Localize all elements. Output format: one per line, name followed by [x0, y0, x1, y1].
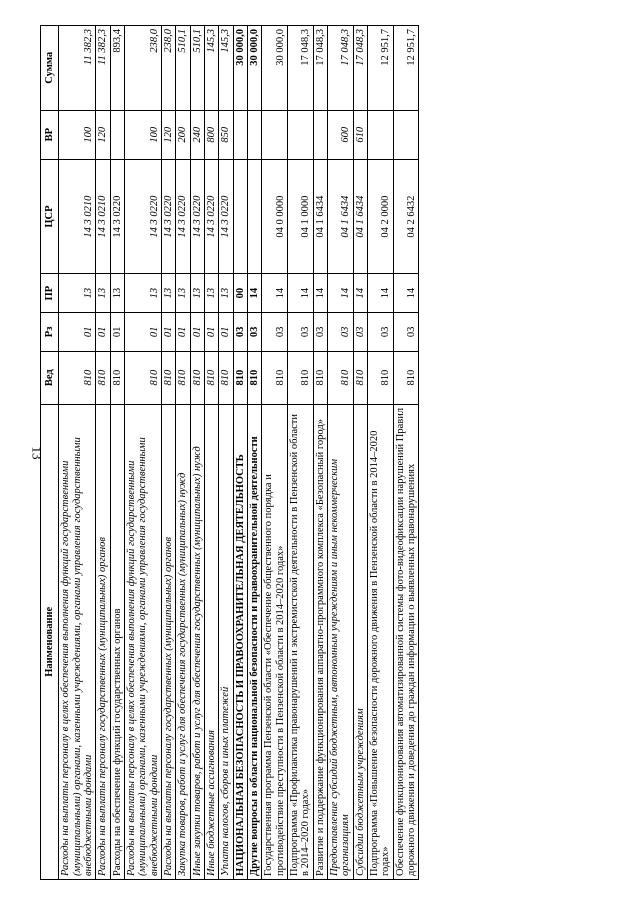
- table-row: [353, 26, 367, 880]
- cell-csr: 04 0 0000: [262, 159, 288, 273]
- cell-ved: 810: [110, 351, 124, 404]
- cell-sum: 30 000,0: [233, 26, 247, 111]
- cell-sum: 145,3: [219, 26, 233, 111]
- cell-ved: 810: [96, 351, 110, 404]
- cell-ved: 810: [287, 351, 313, 404]
- cell-vr: 850: [219, 110, 233, 159]
- page-number: 13: [29, 446, 45, 460]
- cell-ved: 810: [313, 351, 327, 404]
- header-rz: Рз: [41, 313, 59, 352]
- cell-csr: 04 2 0000: [367, 159, 393, 273]
- cell-vr: [313, 110, 327, 159]
- cell-name: Уплата налогов, сборов и иных платежей: [219, 404, 233, 879]
- cell-sum: 238,0: [124, 26, 161, 111]
- cell-sum: 17 048,3: [313, 26, 327, 111]
- cell-csr: 04 1 0000: [287, 159, 313, 273]
- cell-sum: 12 951,7: [367, 26, 393, 111]
- cell-ved: 810: [327, 351, 353, 404]
- cell-pr: 13: [124, 274, 161, 313]
- cell-pr: 14: [327, 274, 353, 313]
- cell-rz: 03: [262, 313, 288, 352]
- cell-rz: 03: [247, 313, 261, 352]
- cell-pr: 13: [176, 274, 190, 313]
- cell-pr: 13: [161, 274, 175, 313]
- cell-csr: [233, 159, 247, 273]
- cell-ved: 810: [233, 351, 247, 404]
- cell-name: Подпрограмма «Профилактика правонарушений и экстремистской деятельности в Пензенской области в 2014–2020 годах»: [287, 404, 313, 879]
- rotated-page: [40, 25, 545, 880]
- cell-name: Другие вопросы в области национальной безопасности и правоохранительной деятельности: [247, 404, 261, 879]
- cell-sum: 510,1: [176, 26, 190, 111]
- cell-csr: 14 3 0220: [110, 159, 124, 273]
- cell-name: Предоставление субсидий бюджетным, автономным учреждениям и иным некоммерческим организациям: [327, 404, 353, 879]
- table-row: [161, 26, 175, 880]
- cell-pr: 14: [262, 274, 288, 313]
- cell-name: Расходы на обеспечение функций государственных органов: [110, 404, 124, 879]
- cell-pr: 00: [233, 274, 247, 313]
- cell-sum: 510,1: [190, 26, 204, 111]
- cell-name: Иные закупки товаров, работ и услуг для обеспечения государственных (муниципальных) нужд: [190, 404, 204, 879]
- cell-pr: 13: [190, 274, 204, 313]
- cell-csr: 14 3 0220: [204, 159, 218, 273]
- table-row: [393, 26, 419, 880]
- cell-vr: [393, 110, 419, 159]
- cell-sum: 11 382,3: [96, 26, 110, 111]
- cell-pr: 13: [96, 274, 110, 313]
- table-row: [110, 26, 124, 880]
- cell-vr: [247, 110, 261, 159]
- table-row: [233, 26, 247, 880]
- cell-pr: 14: [353, 274, 367, 313]
- cell-rz: 01: [124, 313, 161, 352]
- cell-vr: [262, 110, 288, 159]
- cell-rz: 01: [204, 313, 218, 352]
- cell-vr: [233, 110, 247, 159]
- cell-pr: 13: [110, 274, 124, 313]
- header-pr: ПР: [41, 274, 59, 313]
- cell-sum: 11 382,3: [59, 26, 96, 111]
- cell-csr: 14 3 0210: [59, 159, 96, 273]
- cell-sum: 30 000,0: [247, 26, 261, 111]
- cell-ved: 810: [262, 351, 288, 404]
- cell-csr: [247, 159, 261, 273]
- cell-vr: 100: [124, 110, 161, 159]
- cell-csr: 14 3 0220: [219, 159, 233, 273]
- table-row: [262, 26, 288, 880]
- cell-name: Расходы на выплаты персоналу в целях обеспечения выполнения функций государственными (муниципальными) органами, казенными учреждениями, органами управления государственными внебюджетными фондами: [124, 404, 161, 879]
- cell-sum: 12 951,7: [393, 26, 419, 111]
- cell-rz: 03: [353, 313, 367, 352]
- cell-ved: 810: [353, 351, 367, 404]
- cell-pr: 14: [313, 274, 327, 313]
- table-row: [287, 26, 313, 880]
- cell-name: Подпрограмма «Повышение безопасности дорожного движения в Пензенской области в 2014–2020 годах»: [367, 404, 393, 879]
- cell-name: НАЦИОНАЛЬНАЯ БЕЗОПАСНОСТЬ И ПРАВООХРАНИТЕЛЬНАЯ ДЕЯТЕЛЬНОСТЬ: [233, 404, 247, 879]
- cell-rz: 01: [110, 313, 124, 352]
- cell-vr: 600: [327, 110, 353, 159]
- table-row: [59, 26, 96, 880]
- table-row: [247, 26, 261, 880]
- cell-sum: 17 048,3: [353, 26, 367, 111]
- cell-csr: 04 1 6434: [327, 159, 353, 273]
- cell-rz: 03: [367, 313, 393, 352]
- header-sum: Сумма: [41, 26, 59, 111]
- cell-ved: 810: [59, 351, 96, 404]
- cell-vr: 120: [96, 110, 110, 159]
- cell-vr: 800: [204, 110, 218, 159]
- cell-pr: 14: [393, 274, 419, 313]
- cell-ved: 810: [247, 351, 261, 404]
- cell-sum: 145,3: [204, 26, 218, 111]
- cell-rz: 03: [327, 313, 353, 352]
- table-header-row: [41, 26, 59, 880]
- cell-csr: 04 1 6434: [313, 159, 327, 273]
- cell-csr: 14 3 0220: [124, 159, 161, 273]
- cell-vr: 120: [161, 110, 175, 159]
- cell-vr: 100: [59, 110, 96, 159]
- cell-name: Расходы на выплаты персоналу государственных (муниципальных) органов: [161, 404, 175, 879]
- cell-csr: 14 3 0220: [190, 159, 204, 273]
- cell-name: Расходы на выплаты персоналу в целях обеспечения выполнения функций государственными (муниципальными) органами, казенными учреждениями, органами управления государственными внебюджетными фондами: [59, 404, 96, 879]
- cell-pr: 14: [287, 274, 313, 313]
- table-row: [176, 26, 190, 880]
- cell-csr: 04 1 6434: [353, 159, 367, 273]
- cell-vr: 610: [353, 110, 367, 159]
- cell-rz: 01: [161, 313, 175, 352]
- header-csr: ЦСР: [41, 159, 59, 273]
- cell-vr: [287, 110, 313, 159]
- cell-csr: 14 3 0220: [176, 159, 190, 273]
- cell-vr: [110, 110, 124, 159]
- cell-ved: 810: [204, 351, 218, 404]
- cell-rz: 03: [233, 313, 247, 352]
- cell-ved: 810: [190, 351, 204, 404]
- header-ved: Вед: [41, 351, 59, 404]
- table-body: [59, 26, 419, 880]
- cell-pr: 13: [219, 274, 233, 313]
- budget-table: [40, 25, 419, 880]
- cell-rz: 03: [313, 313, 327, 352]
- table-row: [327, 26, 353, 880]
- cell-name: Закупка товаров, работ и услуг для обеспечения государственных (муниципальных) нужд: [176, 404, 190, 879]
- cell-sum: 17 048,3: [327, 26, 353, 111]
- cell-csr: 04 2 6432: [393, 159, 419, 273]
- table-row: [124, 26, 161, 880]
- table-row: [96, 26, 110, 880]
- cell-pr: 13: [59, 274, 96, 313]
- cell-rz: 01: [190, 313, 204, 352]
- cell-sum: 238,0: [161, 26, 175, 111]
- cell-ved: 810: [367, 351, 393, 404]
- header-name: Наименование: [41, 404, 59, 879]
- cell-ved: 810: [393, 351, 419, 404]
- cell-name: Обеспечение функционирования автоматизированной системы фото-видеофиксации нарушений Правил дорожного движения и доведения до граждан информации о выявленных правонарушениях: [393, 404, 419, 879]
- cell-sum: 30 000,0: [262, 26, 288, 111]
- cell-ved: 810: [219, 351, 233, 404]
- table-row: [367, 26, 393, 880]
- cell-ved: 810: [161, 351, 175, 404]
- cell-rz: 03: [393, 313, 419, 352]
- header-vr: ВР: [41, 110, 59, 159]
- cell-ved: 810: [124, 351, 161, 404]
- cell-pr: 13: [204, 274, 218, 313]
- cell-sum: 893,4: [110, 26, 124, 111]
- table-row: [219, 26, 233, 880]
- cell-vr: [367, 110, 393, 159]
- cell-name: Иные бюджетные ассигнования: [204, 404, 218, 879]
- cell-pr: 14: [367, 274, 393, 313]
- cell-vr: 200: [176, 110, 190, 159]
- cell-pr: 14: [247, 274, 261, 313]
- cell-name: Развитие и поддержание функционирования аппаратно-программного комплекса «Безопасный город»: [313, 404, 327, 879]
- cell-rz: 01: [96, 313, 110, 352]
- table-row: [204, 26, 218, 880]
- cell-csr: 14 3 0210: [96, 159, 110, 273]
- cell-vr: 240: [190, 110, 204, 159]
- cell-sum: 17 048,3: [287, 26, 313, 111]
- cell-rz: 03: [287, 313, 313, 352]
- cell-rz: 01: [59, 313, 96, 352]
- cell-name: Расходы на выплаты персоналу государственных (муниципальных) органов: [96, 404, 110, 879]
- table-row: [313, 26, 327, 880]
- cell-csr: 14 3 0220: [161, 159, 175, 273]
- cell-name: Государственная программа Пензенской области «Обеспечение общественного порядка и противодействие преступности в Пензенской области в 2014–2020 годах»: [262, 404, 288, 879]
- cell-name: Субсидии бюджетным учреждениям: [353, 404, 367, 879]
- cell-ved: 810: [176, 351, 190, 404]
- cell-rz: 01: [219, 313, 233, 352]
- cell-rz: 01: [176, 313, 190, 352]
- table-row: [190, 26, 204, 880]
